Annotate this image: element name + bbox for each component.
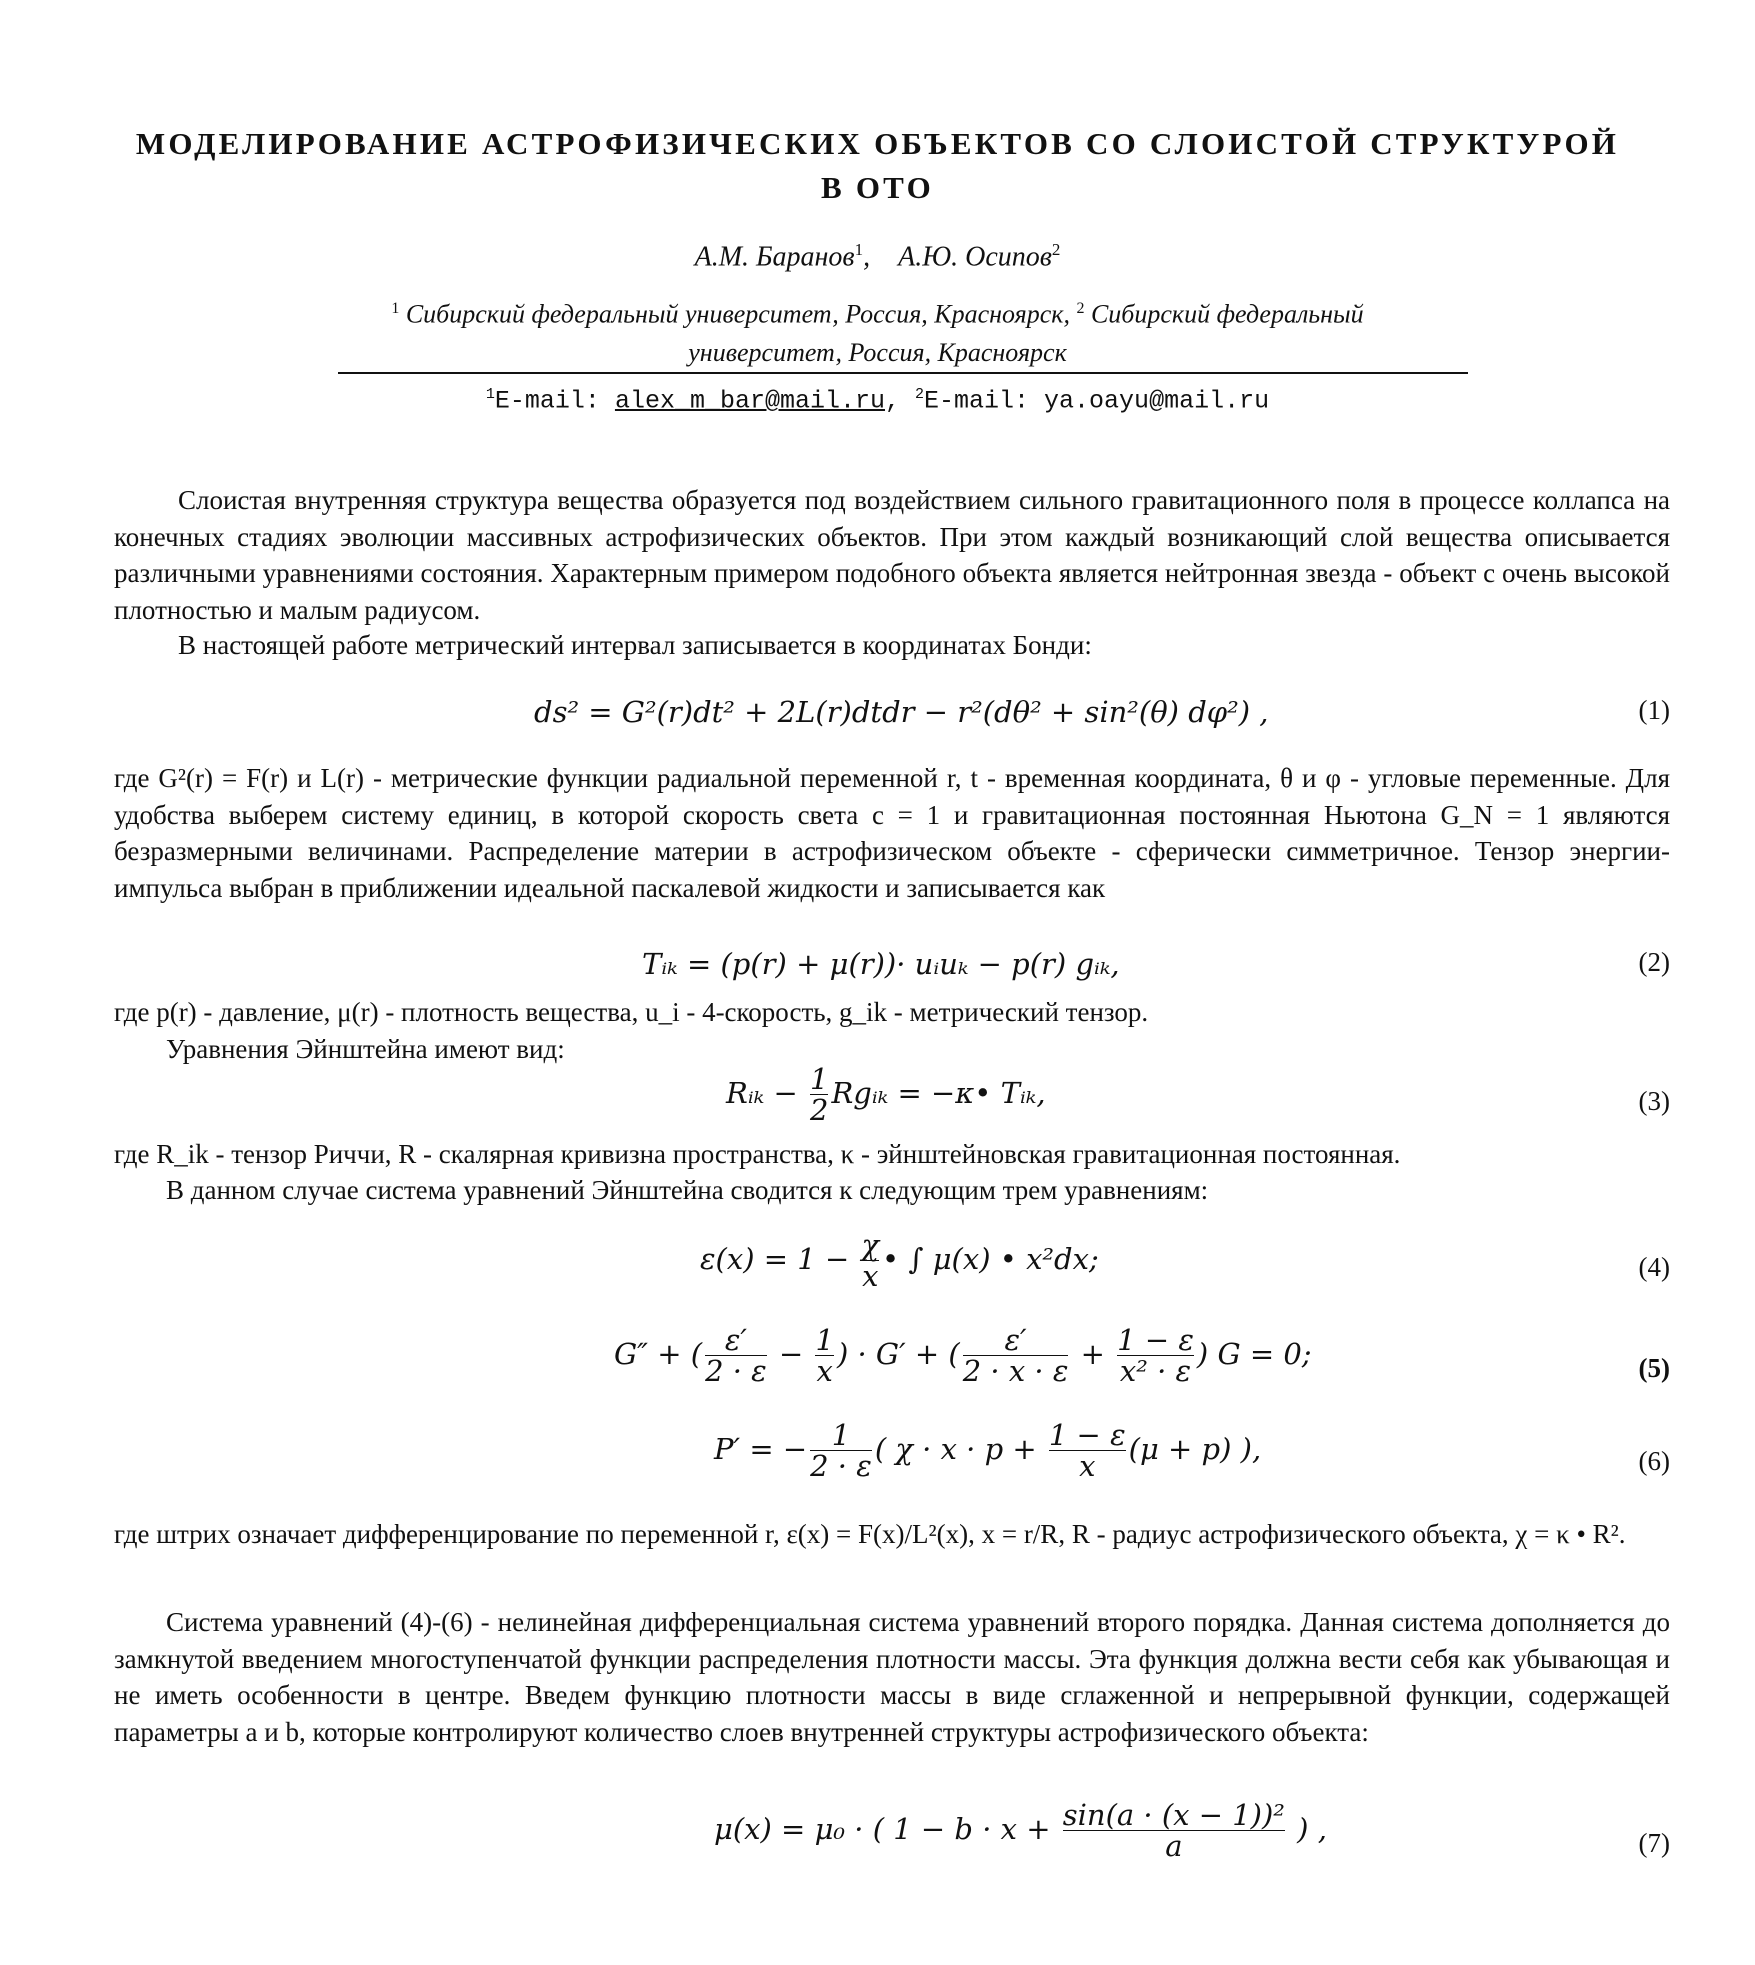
fraction-numerator: 1 − ε — [1048, 1418, 1126, 1452]
header-divider — [338, 372, 1468, 374]
equation-number: (5) — [1638, 1353, 1670, 1383]
paragraph: В настоящей работе метрический интервал записывается в координатах Бонди: — [178, 630, 1092, 660]
fraction-denominator: x² · ε — [1117, 1355, 1194, 1386]
equation-body: Tᵢₖ = (p(r) + μ(r))· uᵢuₖ − p(r) gᵢₖ, — [642, 947, 1120, 981]
equation-number: (2) — [1638, 947, 1670, 977]
eq-part: ( χ · x · p + — [874, 1431, 1046, 1466]
eq-part: ) G = 0; — [1196, 1336, 1312, 1371]
equation-3 — [114, 1060, 1670, 1140]
fraction-numerator: 1 — [815, 1323, 834, 1357]
fraction — [963, 1325, 1069, 1387]
equation-5 — [114, 1325, 1670, 1415]
affil-mark: 1 — [391, 300, 400, 317]
email-line — [0, 386, 1755, 415]
eq-part: Rᵢₖ − — [726, 1075, 807, 1110]
fraction-numerator: ε′ — [724, 1323, 747, 1357]
title-line-2: В ОТО — [821, 170, 934, 205]
eq-part: ) · G′ + ( — [836, 1336, 960, 1371]
paper-title — [120, 122, 1635, 210]
equation-6 — [114, 1420, 1670, 1505]
equation-7 — [114, 1800, 1670, 1895]
fraction-denominator: x — [862, 1259, 879, 1294]
affiliation-text: Сибирский федеральный университет, Россия, Красноярск, — [405, 299, 1070, 329]
equation-4 — [114, 1230, 1670, 1310]
fraction-denominator: 2 · ε — [810, 1449, 872, 1484]
author-list: А.М. Баранов$^1$, А.Ю. Осипов$^2$ — [694, 240, 1061, 273]
email-link[interactable]: alex_m_bar@mail.ru — [614, 386, 885, 416]
paragraph: где штрих означает дифференцирование по переменной r, ε(x) = F(x)/L²(x), x = r/R, R - радиус астрофизического объекта, χ = κ • R². — [114, 1519, 1626, 1549]
paragraph: где G²(r) = F(r) и L(r) - метрические функции радиальной переменной r, t - временная координата, θ и φ - угловые переменные. Для удобства выберем систему единиц, в которой скорость света c = 1 и гравитационная постоянная Ньютона G_N = 1 являются безразмерными величинами. Распределение материи в астрофизическом объекте - сферически симметричное. Тензор энергии-импульса выбран в приближении идеальной паскалевой жидкости и записывается как — [114, 763, 1670, 903]
fraction-denominator: x — [1049, 1450, 1126, 1481]
fraction — [705, 1325, 767, 1387]
fraction-numerator: ε′ — [1004, 1323, 1027, 1357]
eq-part: Rgᵢₖ = −κ• Tᵢₖ, — [831, 1075, 1046, 1110]
equation-number: (1) — [1638, 695, 1670, 725]
eq-part: (μ + p) ), — [1128, 1431, 1262, 1466]
eq-part: ) , — [1287, 1811, 1327, 1846]
paragraph: где R_ik - тензор Риччи, R - скалярная кривизна пространства, κ - эйнштейновская гравитационная постоянная. — [114, 1139, 1401, 1169]
fraction-numerator: sin(a · (x − 1))² — [1062, 1798, 1285, 1832]
paragraph: Уравнения Эйнштейна имеют вид: — [166, 1034, 565, 1064]
fraction — [810, 1420, 872, 1482]
eq-part: − — [769, 1336, 813, 1371]
paragraph: Слоистая внутренняя структура вещества образуется под воздействием сильного гравитационного поля в процессе коллапса на конечных стадиях эволюции массивных астрофизических объектов. При этом каждый возникающий слой вещества описывается различными уравнениями состояния. Характерным примером подобного объекта является нейтронная звезда - объект с очень высокой плотностью и малым радиусом. — [114, 485, 1670, 625]
email-label: E-mail: — [924, 386, 1045, 416]
fraction — [861, 1230, 879, 1292]
equation-body — [700, 1230, 1099, 1292]
fraction-denominator: a — [1063, 1830, 1285, 1861]
email-mark: 2 — [915, 386, 925, 403]
paragraph: Система уравнений (4)-(6) - нелинейная дифференциальная система уравнений второго порядка. Данная система дополняется до замкнутой введением многоступенчатой функции распределения плотности массы. Эта функция должна вести себя как убывающая и не иметь особенности в центре. Введем функцию плотности массы в виде сглаженной и непрерывной функции, содержащей параметры a и b, которые контролируют количество слоев внутренней структуры астрофизического объекта: — [114, 1607, 1670, 1747]
eq-part: μ(x) = μ₀ · ( 1 − b · x + — [714, 1811, 1060, 1846]
email-address: ya.oayu@mail.ru — [1044, 386, 1270, 416]
equation-body — [726, 1064, 1046, 1126]
eq-part: • ∫ μ(x) • x²dx; — [882, 1241, 1099, 1276]
paragraph: где p(r) - давление, μ(r) - плотность вещества, u_i - 4-скорость, g_ik - метрический тензор. — [114, 997, 1149, 1027]
fraction-denominator: x — [816, 1354, 833, 1389]
eq-part: + — [1071, 1336, 1115, 1371]
fraction — [1063, 1800, 1285, 1862]
fraction-numerator: 1 — [831, 1418, 851, 1452]
eq-part: ε(x) = 1 − — [700, 1241, 859, 1276]
fraction-numerator: χ — [861, 1228, 880, 1262]
affiliation-text: Сибирский федеральный университет, Россия, Красноярск — [688, 299, 1364, 367]
fraction-denominator: 2 — [809, 1093, 829, 1128]
eq-part: G″ + ( — [614, 1336, 703, 1371]
title-line-1: МОДЕЛИРОВАНИЕ АСТРОФИЗИЧЕСКИХ ОБЪЕКТОВ СО СЛОИСТОЙ СТРУКТУРОЙ — [135, 126, 1620, 161]
fraction-denominator: 2 · ε — [705, 1354, 767, 1389]
equation-body — [714, 1800, 1327, 1862]
fraction — [1049, 1420, 1126, 1482]
affiliations — [340, 290, 1415, 372]
email-label: E-mail: — [494, 386, 615, 416]
equation-number: (3) — [1638, 1086, 1670, 1116]
affil-mark: 2 — [1076, 300, 1085, 317]
fraction-numerator: 1 − ε — [1117, 1323, 1194, 1357]
fraction-numerator: 1 — [809, 1062, 829, 1096]
author-affil-mark: 1 — [854, 240, 864, 259]
author-affil-mark: 2 — [1051, 240, 1061, 259]
author-name: А.М. Баранов — [694, 241, 855, 273]
fraction — [1117, 1325, 1194, 1387]
email-mark: 1 — [485, 386, 495, 403]
equation-number: (7) — [1638, 1828, 1670, 1858]
paragraph: В данном случае система уравнений Эйнштейна сводится к следующим трем уравнениям: — [166, 1175, 1209, 1205]
equation-number: (4) — [1638, 1252, 1670, 1282]
author-name: А.Ю. Осипов — [898, 241, 1052, 273]
email-separator: , — [884, 386, 915, 416]
equation-number: (6) — [1638, 1446, 1670, 1476]
equation-body: ds² = G²(r)dt² + 2L(r)dtdr − r²(dθ² + sin²(θ) dφ²) , — [534, 695, 1269, 729]
fraction-denominator: 2 · x · ε — [962, 1354, 1069, 1389]
fraction — [815, 1325, 833, 1387]
eq-part: P′ = − — [714, 1431, 808, 1466]
fraction — [810, 1064, 828, 1126]
equation-body — [714, 1420, 1261, 1482]
equation-body — [614, 1325, 1312, 1387]
